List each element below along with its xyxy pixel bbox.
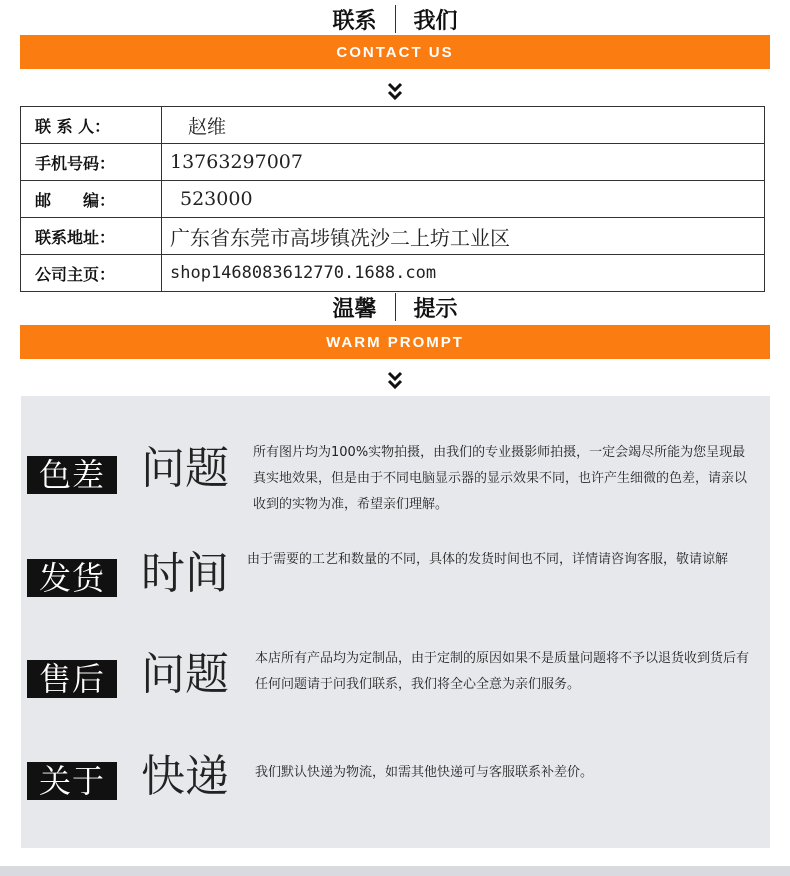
contact-label: 联系地址： (21, 218, 162, 255)
contact-row (21, 255, 765, 292)
contact-row (21, 218, 765, 255)
prompt-heading-left: 温馨 (332, 296, 377, 322)
contact-homepage-link[interactable]: shop1468083612770.1688.com (162, 255, 765, 292)
contact-label: 邮 编： (21, 181, 162, 218)
contact-heading-right: 我们 (413, 8, 458, 34)
prompt-item-color (21, 444, 770, 524)
contact-label: 手机号码： (21, 144, 162, 181)
contact-label: 公司主页： (21, 255, 162, 292)
prompt-title: 问题 (141, 649, 229, 700)
contact-table (20, 106, 765, 292)
contact-address-value: 广东省东莞市高埗镇冼沙二上坊工业区 (162, 218, 765, 255)
contact-name-value: 赵维 (162, 107, 765, 144)
prompt-tag: 售后 (27, 660, 117, 698)
contact-row (21, 181, 765, 218)
prompt-text: 本店所有产品均为定制品，由于定制的原因如果不是质量问题将不予以退货收到货后有任何问题请于问我们联系，我们将全心全意为亲们服务。 (255, 651, 750, 692)
prompt-heading (0, 291, 790, 323)
bottom-divider (0, 866, 790, 876)
prompt-text: 由于需要的工艺和数量的不同，具体的发货时间也不同，详情请咨询客服，敬请谅解 (247, 552, 729, 567)
prompt-item-express (21, 751, 770, 824)
prompt-text: 我们默认快递为物流，如需其他快递可与客服联系补差价。 (255, 765, 594, 780)
prompt-title: 问题 (141, 443, 229, 494)
contact-heading-left: 联系 (332, 8, 377, 34)
chevron-down-icon (0, 80, 790, 102)
prompt-tag: 色差 (27, 456, 117, 494)
contact-row (21, 107, 765, 144)
contact-banner: CONTACT US (20, 35, 770, 69)
prompt-item-aftersale (21, 649, 770, 722)
chevron-down-icon (0, 369, 790, 391)
prompt-title: 快递 (141, 751, 229, 802)
contact-postcode-value: 523000 (162, 181, 765, 218)
prompt-panel (21, 396, 770, 848)
contact-row (21, 144, 765, 181)
prompt-heading-right: 提示 (413, 296, 458, 322)
prompt-item-shipping (21, 548, 770, 621)
contact-label: 联 系 人： (21, 107, 162, 144)
prompt-tag: 发货 (27, 559, 117, 597)
contact-phone-value[interactable]: 13763297007 (162, 144, 765, 181)
prompt-text: 所有图片均为100%实物拍摄，由我们的专业摄影师拍摄，一定会竭尽所能为您呈现最真实地效果，但是由于不同电脑显示器的显示效果不同，也许产生细微的色差，请亲以收到的实物为准，希望亲们理解。 (253, 445, 748, 512)
prompt-tag: 关于 (27, 762, 117, 800)
prompt-banner: WARM PROMPT (20, 325, 770, 359)
contact-heading (0, 3, 790, 35)
prompt-title: 时间 (141, 548, 229, 599)
